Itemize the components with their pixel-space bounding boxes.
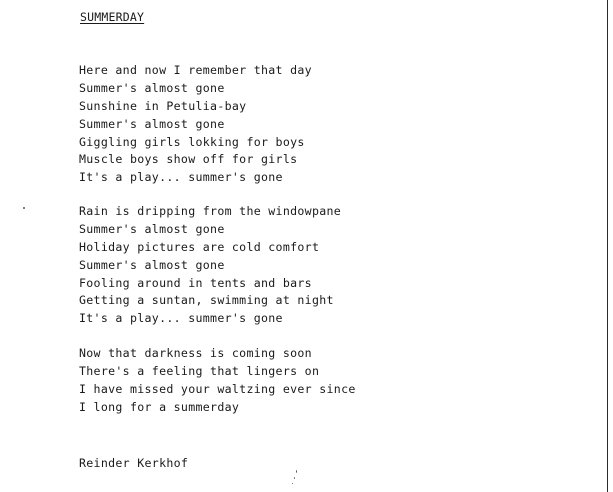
scan-speck bbox=[296, 470, 297, 473]
scan-speck bbox=[292, 483, 293, 484]
poem-line: Now that darkness is coming soon bbox=[79, 346, 312, 360]
stanza-2 bbox=[79, 203, 341, 328]
poem-line: Summer's almost gone bbox=[79, 80, 225, 95]
scan-speck bbox=[294, 477, 295, 479]
poem-line: Giggling girls lokking for boys bbox=[79, 134, 305, 149]
scan-speck bbox=[23, 207, 25, 209]
poem-line: Getting a suntan, swimming at night bbox=[79, 293, 334, 308]
poem-line: Rain is dripping from the windowpane bbox=[79, 204, 342, 218]
poem-line: Summer's almost gone bbox=[79, 257, 225, 272]
poem-line: There's a feeling that lingers on bbox=[79, 363, 320, 378]
poem-line: Holiday pictures are cold comfort bbox=[79, 239, 320, 254]
poem-title: SUMMERDAY bbox=[80, 10, 145, 24]
author-name: Reinder Kerkhof bbox=[79, 456, 189, 470]
page-edge bbox=[607, 0, 608, 492]
poem-line: Fooling around in tents and bars bbox=[79, 275, 312, 290]
poem-line: It's a play... summer's gone bbox=[79, 311, 283, 326]
poem-line: Summer's almost gone bbox=[79, 116, 225, 131]
poem-line: Sunshine in Petulia-bay bbox=[79, 98, 247, 113]
stanza-3 bbox=[79, 345, 356, 417]
poem-line: I long for a summerday bbox=[79, 399, 240, 414]
poem-line: It's a play... summer's gone bbox=[79, 170, 283, 185]
poem-line: I have missed your waltzing ever since bbox=[79, 381, 356, 396]
poem-line: Muscle boys show off for girls bbox=[79, 152, 298, 167]
stanza-1 bbox=[79, 62, 312, 187]
poem-line: Here and now I remember that day bbox=[79, 63, 312, 77]
poem-line: Summer's almost gone bbox=[79, 221, 225, 236]
